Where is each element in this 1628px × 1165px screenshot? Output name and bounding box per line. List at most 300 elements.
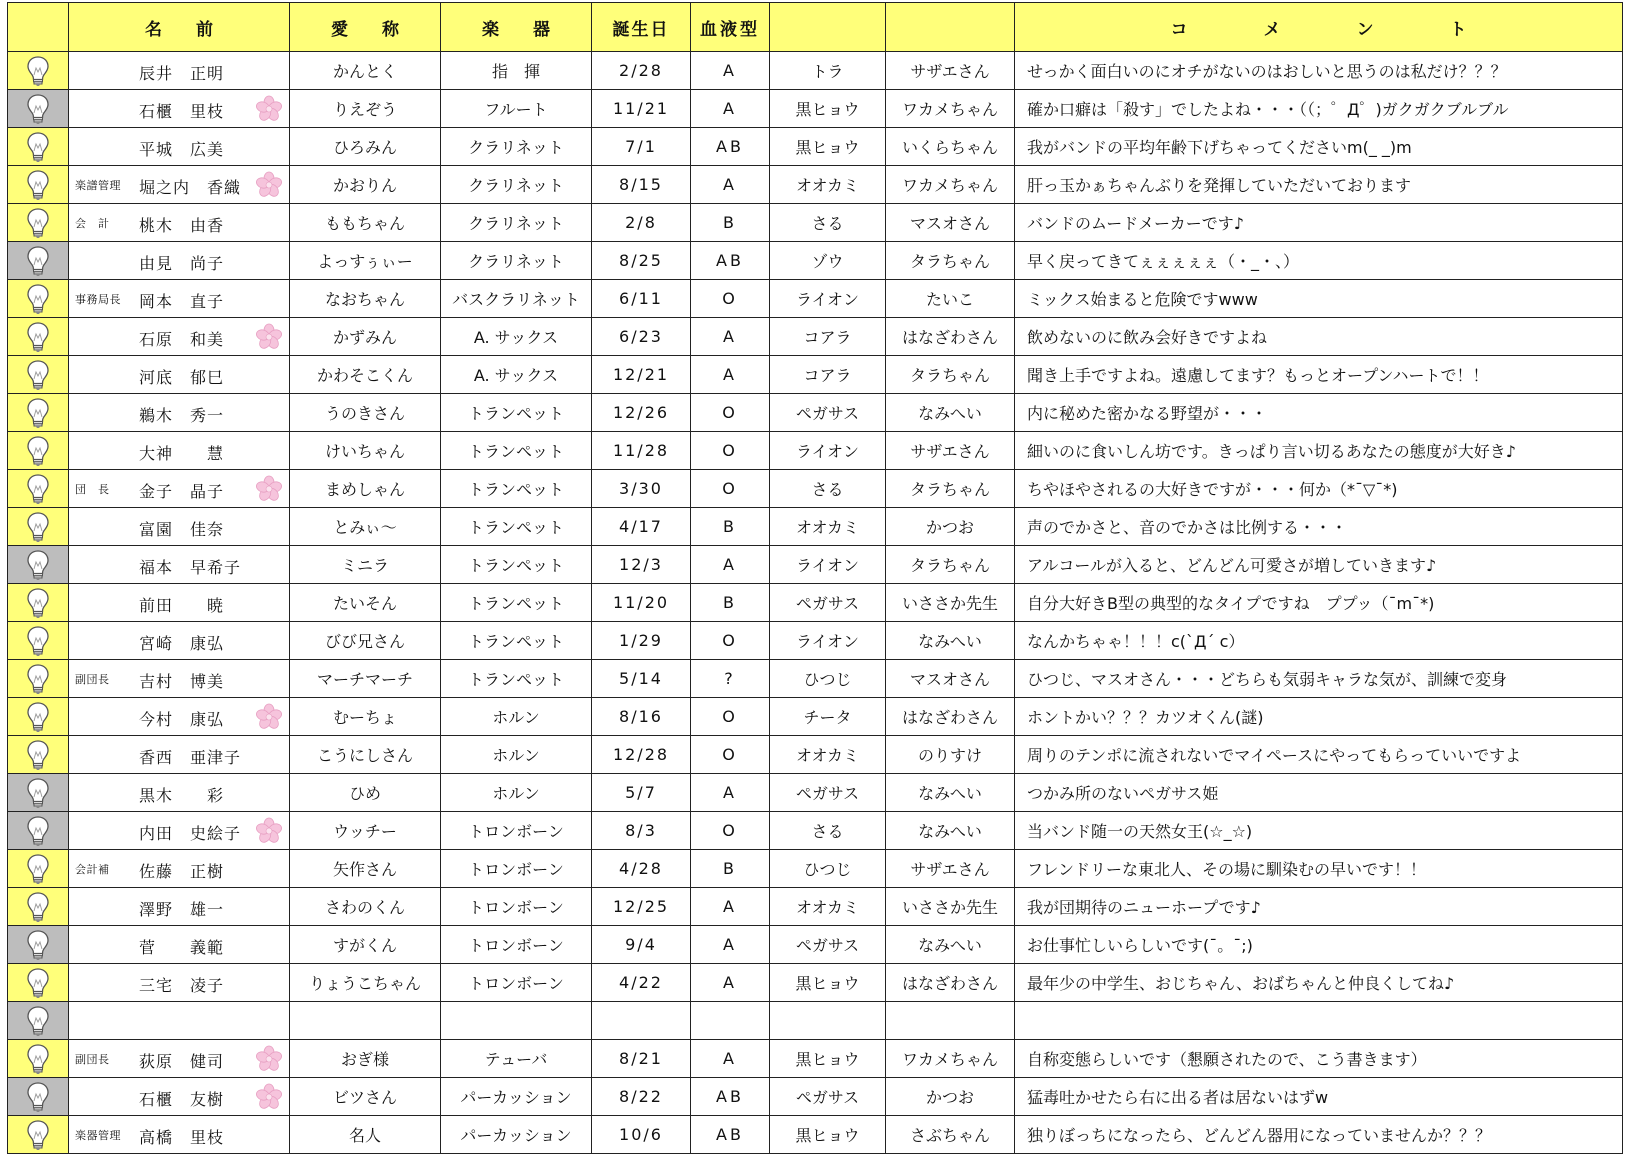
nickname-cell [290,1002,441,1040]
lightbulb-icon [25,929,51,961]
lightbulb-icon [25,55,51,87]
comment-cell: お仕事忙しいらしいです(¯。¯;) [1015,926,1623,964]
header-comment-char: コ [1170,19,1188,40]
sazae-character-cell: タラちゃん [886,242,1015,280]
lightbulb-icon [25,511,51,543]
blood-type-cell: A [691,888,770,926]
birthday-cell: 12/26 [592,394,691,432]
bulb-cell [8,850,69,888]
name-cell [69,90,290,128]
table-row [8,1078,1623,1116]
member-name: 香西 亜津子 [139,748,242,767]
instrument-cell: 指 揮 [441,52,592,90]
name-cell [69,1078,290,1116]
table-row [8,584,1623,622]
animal-cell: 黒ヒョウ [770,128,886,166]
member-name: 桃木 由香 [139,216,225,235]
sazae-character-cell: サザエさん [886,52,1015,90]
bulb-cell [8,242,69,280]
nickname-cell: ミニラ [290,546,441,584]
header-col7 [770,3,886,52]
sazae-character-cell: のりすけ [886,736,1015,774]
nickname-cell: かおりん [290,166,441,204]
role-label: 楽譜管理 [75,179,121,192]
animal-cell: ライオン [770,622,886,660]
nickname-cell: びび兄さん [290,622,441,660]
birthday-cell: 6/11 [592,280,691,318]
table-row [8,1040,1623,1078]
animal-cell: チータ [770,698,886,736]
table-row [8,698,1623,736]
animal-cell: さる [770,470,886,508]
bulb-cell [8,356,69,394]
instrument-cell: トロンボーン [441,926,592,964]
nickname-cell: りえぞう [290,90,441,128]
nickname-cell: ウッチー [290,812,441,850]
table-row [8,964,1623,1002]
blood-type-cell: A [691,964,770,1002]
bulb-cell [8,774,69,812]
header-comment-char: メ [1263,19,1281,40]
nickname-cell: よっすぅぃー [290,242,441,280]
animal-cell: オオカミ [770,888,886,926]
name-cell [69,1002,290,1040]
bulb-cell [8,1078,69,1116]
role-label: 楽器管理 [75,1129,121,1142]
sazae-character-cell: かつお [886,1078,1015,1116]
name-cell [69,318,290,356]
nickname-cell: とみぃ～ [290,508,441,546]
comment-cell: ホントかい？？？カツオくん(謎) [1015,698,1623,736]
animal-cell: トラ [770,52,886,90]
bulb-cell [8,1040,69,1078]
nickname-cell: マーチマーチ [290,660,441,698]
header-comment-char: ト [1449,19,1467,40]
table-row [8,128,1623,166]
nickname-cell: ビツさん [290,1078,441,1116]
nickname-cell: ひめ [290,774,441,812]
instrument-cell: トランペット [441,470,592,508]
comment-cell: 肝っ玉かぁちゃんぶりを発揮していただいております [1015,166,1623,204]
bulb-cell [8,52,69,90]
bulb-cell [8,546,69,584]
header-col8 [886,3,1015,52]
sazae-character-cell: なみへい [886,394,1015,432]
name-cell [69,812,290,850]
member-name: 堀之内 香織 [139,178,242,197]
member-name: 石原 和美 [139,330,225,349]
sazae-character-cell: マスオさん [886,204,1015,242]
birthday-cell: 4/22 [592,964,691,1002]
comment-cell: 早く戻ってきてぇぇぇぇぇ（・_・、） [1015,242,1623,280]
member-name: 佐藤 正樹 [139,862,225,881]
header-row [8,3,1623,52]
birthday-cell: 12/21 [592,356,691,394]
lightbulb-icon [25,625,51,657]
sazae-character-cell: なみへい [886,774,1015,812]
table-row [8,546,1623,584]
blood-type-cell: O [691,736,770,774]
lightbulb-icon [25,853,51,885]
sazae-character-cell: いくらちゃん [886,128,1015,166]
blood-type-cell: O [691,280,770,318]
header-nickname: 愛 称 [290,3,441,52]
instrument-cell: パーカッション [441,1116,592,1154]
bulb-cell [8,888,69,926]
sazae-character-cell: はなざわさん [886,964,1015,1002]
animal-cell: さる [770,812,886,850]
animal-cell: ライオン [770,280,886,318]
animal-cell: ペガサス [770,774,886,812]
nickname-cell: すがくん [290,926,441,964]
lightbulb-icon [25,739,51,771]
nickname-cell: おぎ様 [290,1040,441,1078]
lightbulb-icon [25,93,51,125]
role-label: 会計補 [75,863,110,876]
animal-cell: オオカミ [770,508,886,546]
instrument-cell: パーカッション [441,1078,592,1116]
table-row [8,888,1623,926]
sazae-character-cell: タラちゃん [886,546,1015,584]
animal-cell: ペガサス [770,1078,886,1116]
animal-cell: 黒ヒョウ [770,1040,886,1078]
birthday-cell: 6/23 [592,318,691,356]
sazae-character-cell: ワカメちゃん [886,166,1015,204]
bulb-cell [8,964,69,1002]
table-row [8,1002,1623,1040]
member-name: 岡本 直子 [139,292,225,311]
instrument-cell: トランペット [441,508,592,546]
member-table [7,2,1623,1154]
bulb-cell [8,90,69,128]
nickname-cell: 矢作さん [290,850,441,888]
member-name: 今村 康弘 [139,710,225,729]
name-cell [69,356,290,394]
bulb-cell [8,394,69,432]
blood-type-cell: AB [691,1078,770,1116]
table-row [8,432,1623,470]
header-birthday: 誕生日 [592,3,691,52]
animal-cell: ペガサス [770,394,886,432]
nickname-cell: なおちゃん [290,280,441,318]
birthday-cell: 8/15 [592,166,691,204]
instrument-cell: トロンボーン [441,850,592,888]
instrument-cell: A. サックス [441,318,592,356]
member-name: 前田 暁 [139,596,225,615]
comment-cell: ちやほやされるの大好きですが・・・何か（*¯▽¯*) [1015,470,1623,508]
comment-cell: 我が団期待のニューホープです♪ [1015,888,1623,926]
blood-type-cell: A [691,546,770,584]
birthday-cell: 11/21 [592,90,691,128]
blood-type-cell: O [691,698,770,736]
name-cell [69,926,290,964]
role-label: 事務局長 [75,293,121,306]
name-cell [69,660,290,698]
name-cell [69,622,290,660]
comment-cell: なんかちゃゃ！！！c(`Д´ c） [1015,622,1623,660]
animal-cell: コアラ [770,356,886,394]
animal-cell: コアラ [770,318,886,356]
blood-type-cell: O [691,812,770,850]
name-cell [69,1116,290,1154]
comment-cell: 独りぼっちになったら、どんどん器用になっていませんか？？？ [1015,1116,1623,1154]
blood-type-cell: A [691,774,770,812]
name-cell [69,204,290,242]
instrument-cell: バスクラリネット [441,280,592,318]
blood-type-cell: ? [691,660,770,698]
lightbulb-icon [25,359,51,391]
table-row [8,318,1623,356]
name-cell [69,432,290,470]
instrument-cell [441,1002,592,1040]
lightbulb-icon [25,1081,51,1113]
table-row [8,926,1623,964]
blood-type-cell: B [691,508,770,546]
bulb-cell [8,660,69,698]
comment-cell: 声のでかさと、音のでかさは比例する・・・ [1015,508,1623,546]
table-row [8,622,1623,660]
bulb-cell [8,926,69,964]
comment-cell: 当バンド随一の天然女王(☆_☆) [1015,812,1623,850]
lightbulb-icon [25,587,51,619]
comment-cell: ひつじ、マスオさん・・・どちらも気弱キャラな気が、訓練で変身 [1015,660,1623,698]
sakura-flower-icon [255,817,283,845]
bulb-cell [8,318,69,356]
blood-type-cell: B [691,204,770,242]
member-name: 富園 佳奈 [139,520,225,539]
comment-cell: 周りのテンポに流されないでマイペースにやってもらっていいですよ [1015,736,1623,774]
member-name: 三宅 凌子 [139,976,225,995]
role-label: 会 計 [75,217,110,230]
lightbulb-icon [25,891,51,923]
comment-cell: フレンドリーな東北人、その場に馴染むの早いです！！ [1015,850,1623,888]
birthday-cell: 5/14 [592,660,691,698]
nickname-cell: かわそこくん [290,356,441,394]
bulb-cell [8,1116,69,1154]
lightbulb-icon [25,473,51,505]
nickname-cell: さわのくん [290,888,441,926]
bulb-cell [8,432,69,470]
blood-type-cell: A [691,926,770,964]
sazae-character-cell: タラちゃん [886,356,1015,394]
instrument-cell: クラリネット [441,204,592,242]
header-instrument: 楽 器 [441,3,592,52]
sazae-character-cell: サザエさん [886,432,1015,470]
animal-cell: ひつじ [770,850,886,888]
sazae-character-cell: タラちゃん [886,470,1015,508]
nickname-cell: りょうこちゃん [290,964,441,1002]
member-name: 平城 広美 [139,140,225,159]
blood-type-cell: AB [691,242,770,280]
blood-type-cell: A [691,1040,770,1078]
birthday-cell: 5/7 [592,774,691,812]
birthday-cell: 4/28 [592,850,691,888]
comment-cell: 最年少の中学生、おじちゃん、おばちゃんと仲良くしてね♪ [1015,964,1623,1002]
sazae-character-cell: ワカメちゃん [886,90,1015,128]
sakura-flower-icon [255,703,283,731]
instrument-cell: クラリネット [441,166,592,204]
table-row [8,90,1623,128]
birthday-cell: 12/3 [592,546,691,584]
header-name: 名 前 [69,3,290,52]
sakura-flower-icon [255,1045,283,1073]
lightbulb-icon [25,1005,51,1037]
comment-cell: 確か口癖は「殺す」でしたよね・・・（（；゜Д゜)ガクガクブルブル [1015,90,1623,128]
name-cell [69,508,290,546]
name-cell [69,242,290,280]
member-name: 辰井 正明 [139,64,225,83]
birthday-cell: 1/29 [592,622,691,660]
name-cell [69,546,290,584]
member-name: 石櫃 里枝 [139,102,225,121]
blood-type-cell [691,1002,770,1040]
animal-cell: ペガサス [770,584,886,622]
blood-type-cell: O [691,470,770,508]
instrument-cell: ホルン [441,774,592,812]
birthday-cell: 8/22 [592,1078,691,1116]
animal-cell: ペガサス [770,926,886,964]
birthday-cell: 4/17 [592,508,691,546]
lightbulb-icon [25,207,51,239]
header-comment [1015,3,1623,52]
member-name: 福本 早希子 [139,558,242,577]
sazae-character-cell: なみへい [886,926,1015,964]
lightbulb-icon [25,283,51,315]
animal-cell: ひつじ [770,660,886,698]
blood-type-cell: B [691,584,770,622]
member-name: 黒木 彩 [139,786,225,805]
comment-cell: バンドのムードメーカーです♪ [1015,204,1623,242]
bulb-cell [8,508,69,546]
name-cell [69,1040,290,1078]
lightbulb-icon [25,397,51,429]
sazae-character-cell: さぶちゃん [886,1116,1015,1154]
blood-type-cell: A [691,356,770,394]
table-row [8,736,1623,774]
name-cell [69,888,290,926]
comment-cell: 我がバンドの平均年齢下げちゃってくださいm(_ _)m [1015,128,1623,166]
sazae-character-cell [886,1002,1015,1040]
instrument-cell: ホルン [441,736,592,774]
instrument-cell: ホルン [441,698,592,736]
lightbulb-icon [25,1119,51,1151]
name-cell [69,52,290,90]
instrument-cell: トランペット [441,660,592,698]
comment-cell: 自称変態らしいです（懇願されたので、こう書きます） [1015,1040,1623,1078]
birthday-cell: 11/20 [592,584,691,622]
table-row [8,850,1623,888]
name-cell [69,394,290,432]
animal-cell: 黒ヒョウ [770,1116,886,1154]
table-row [8,1116,1623,1154]
comment-cell: 細いのに食いしん坊です。きっぱり言い切るあなたの態度が大好き♪ [1015,432,1623,470]
bulb-cell [8,204,69,242]
blood-type-cell: B [691,850,770,888]
name-cell [69,698,290,736]
comment-cell [1015,1002,1623,1040]
member-name: 鵜木 秀一 [139,406,225,425]
sazae-character-cell: サザエさん [886,850,1015,888]
animal-cell: さる [770,204,886,242]
nickname-cell: むーちょ [290,698,441,736]
instrument-cell: トランペット [441,394,592,432]
bulb-cell [8,470,69,508]
instrument-cell: トランペット [441,546,592,584]
table-row [8,470,1623,508]
member-name: 菅 義範 [139,938,225,957]
birthday-cell: 9/4 [592,926,691,964]
table-row [8,508,1623,546]
birthday-cell: 12/28 [592,736,691,774]
role-label: 副団長 [75,1053,110,1066]
member-name: 宮崎 康弘 [139,634,225,653]
name-cell [69,280,290,318]
nickname-cell: ももちゃん [290,204,441,242]
sazae-character-cell: なみへい [886,622,1015,660]
table-row [8,660,1623,698]
header-comment-char: ン [1356,19,1374,40]
member-name: 高橋 里枝 [139,1128,225,1147]
blood-type-cell: A [691,318,770,356]
animal-cell: ゾウ [770,242,886,280]
sakura-flower-icon [255,323,283,351]
comment-cell: 聞き上手ですよね。遠慮してます？もっとオープンハートで！！ [1015,356,1623,394]
name-cell [69,736,290,774]
nickname-cell: かずみん [290,318,441,356]
nickname-cell: けいちゃん [290,432,441,470]
member-name: 澤野 雄一 [139,900,225,919]
lightbulb-icon [25,777,51,809]
bulb-cell [8,166,69,204]
member-name: 大神 慧 [139,444,225,463]
birthday-cell: 8/3 [592,812,691,850]
birthday-cell: 3/30 [592,470,691,508]
lightbulb-icon [25,701,51,733]
table-row [8,812,1623,850]
member-table-sheet [7,2,1623,1154]
blood-type-cell: AB [691,1116,770,1154]
comment-cell: 飲めないのに飲み会好きですよね [1015,318,1623,356]
member-name: 由見 尚子 [139,254,225,273]
name-cell [69,584,290,622]
table-row [8,280,1623,318]
header-bulb-col [8,3,69,52]
lightbulb-icon [25,1043,51,1075]
bulb-cell [8,1002,69,1040]
header-blood-type: 血液型 [691,3,770,52]
lightbulb-icon [25,815,51,847]
sazae-character-cell: なみへい [886,812,1015,850]
blood-type-cell: O [691,432,770,470]
instrument-cell: トランペット [441,584,592,622]
sazae-character-cell: かつお [886,508,1015,546]
table-row [8,356,1623,394]
comment-cell: つかみ所のないペガサス姫 [1015,774,1623,812]
member-name: 金子 晶子 [139,482,225,501]
nickname-cell: かんとく [290,52,441,90]
birthday-cell [592,1002,691,1040]
animal-cell: オオカミ [770,736,886,774]
table-row [8,166,1623,204]
sakura-flower-icon [255,171,283,199]
comment-cell: 自分大好きB型の典型的なタイプですね ププッ（¯m¯*) [1015,584,1623,622]
birthday-cell: 12/25 [592,888,691,926]
birthday-cell: 7/1 [592,128,691,166]
nickname-cell: ひろみん [290,128,441,166]
lightbulb-icon [25,967,51,999]
sazae-character-cell: たいこ [886,280,1015,318]
sazae-character-cell: はなざわさん [886,698,1015,736]
